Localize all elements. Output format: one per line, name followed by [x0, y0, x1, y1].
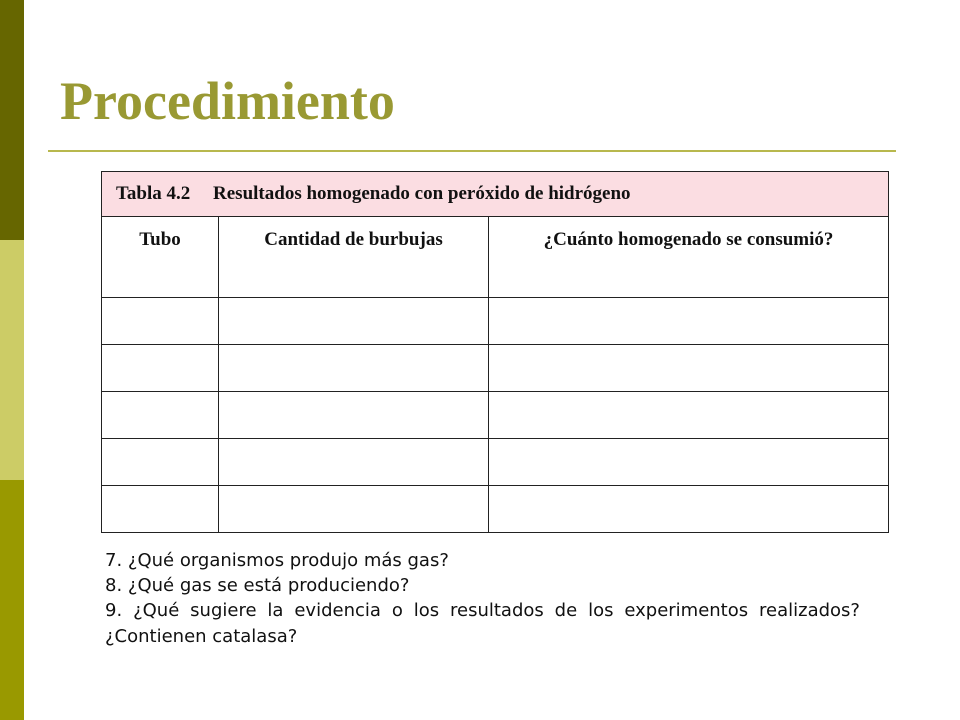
table-caption-label: Tabla 4.2 [116, 183, 191, 204]
table-cell[interactable] [219, 298, 489, 345]
accent-band-bottom [0, 480, 24, 720]
table-row [102, 392, 889, 439]
table-cell[interactable] [489, 486, 889, 533]
accent-band-top [0, 0, 24, 240]
question-9: 9. ¿Qué sugiere la evidencia o los resultados de los experimentos realizados? ¿Contienen catalasa? [105, 600, 860, 647]
table-cell[interactable] [219, 345, 489, 392]
table-caption-text: Resultados homogenado con peróxido de hidrógeno [213, 183, 631, 204]
table-row [102, 486, 889, 533]
table-row [102, 345, 889, 392]
results-table [101, 171, 889, 533]
header-cantidad-burbujas: Cantidad de burbujas [219, 217, 489, 298]
table-cell[interactable] [219, 439, 489, 486]
header-homogenado-consumido: ¿Cuánto homogenado se consumió? [489, 217, 889, 298]
table-cell[interactable] [219, 392, 489, 439]
table-header-row [102, 217, 889, 298]
title-divider [48, 150, 896, 152]
table-cell[interactable] [102, 345, 219, 392]
table-caption-row [102, 172, 889, 217]
question-7: 7. ¿Qué organismos produjo más gas? [105, 550, 449, 571]
table-cell[interactable] [102, 439, 219, 486]
table-cell[interactable] [219, 486, 489, 533]
table-cell[interactable] [102, 486, 219, 533]
table-row [102, 439, 889, 486]
table-cell[interactable] [102, 392, 219, 439]
table-caption [102, 172, 889, 217]
table-cell[interactable] [102, 298, 219, 345]
table-row [102, 298, 889, 345]
header-tubo: Tubo [102, 217, 219, 298]
questions-block [105, 548, 860, 649]
table-cell[interactable] [489, 345, 889, 392]
table-cell[interactable] [489, 439, 889, 486]
accent-band-middle [0, 240, 24, 480]
table-cell[interactable] [489, 392, 889, 439]
slide-title: Procedimiento [60, 71, 395, 131]
question-8: 8. ¿Qué gas se está produciendo? [105, 575, 410, 597]
table-cell[interactable] [489, 298, 889, 345]
